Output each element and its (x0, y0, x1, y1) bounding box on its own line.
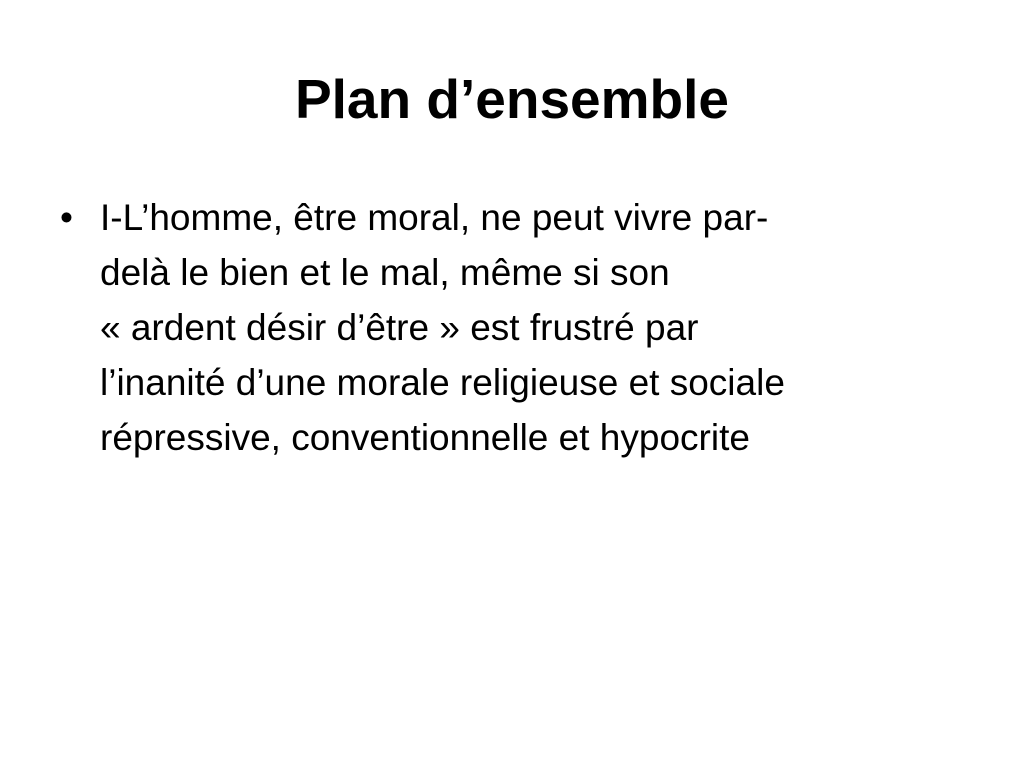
bullet-line: l’inanité d’une morale religieuse et sociale (100, 362, 785, 403)
bullet-line: I-L’homme, être moral, ne peut vivre par- (100, 197, 769, 238)
bullet-line: « ardent désir d’être » est frustré par (100, 307, 699, 348)
bullet-dot-icon: • (60, 197, 73, 238)
bullet-item (60, 190, 960, 465)
bullet-line: delà le bien et le mal, même si son (100, 252, 670, 293)
bullet-list (60, 190, 960, 465)
bullet-line: répressive, conventionnelle et hypocrite (100, 417, 750, 458)
slide-title: Plan d’ensemble (294, 68, 730, 130)
